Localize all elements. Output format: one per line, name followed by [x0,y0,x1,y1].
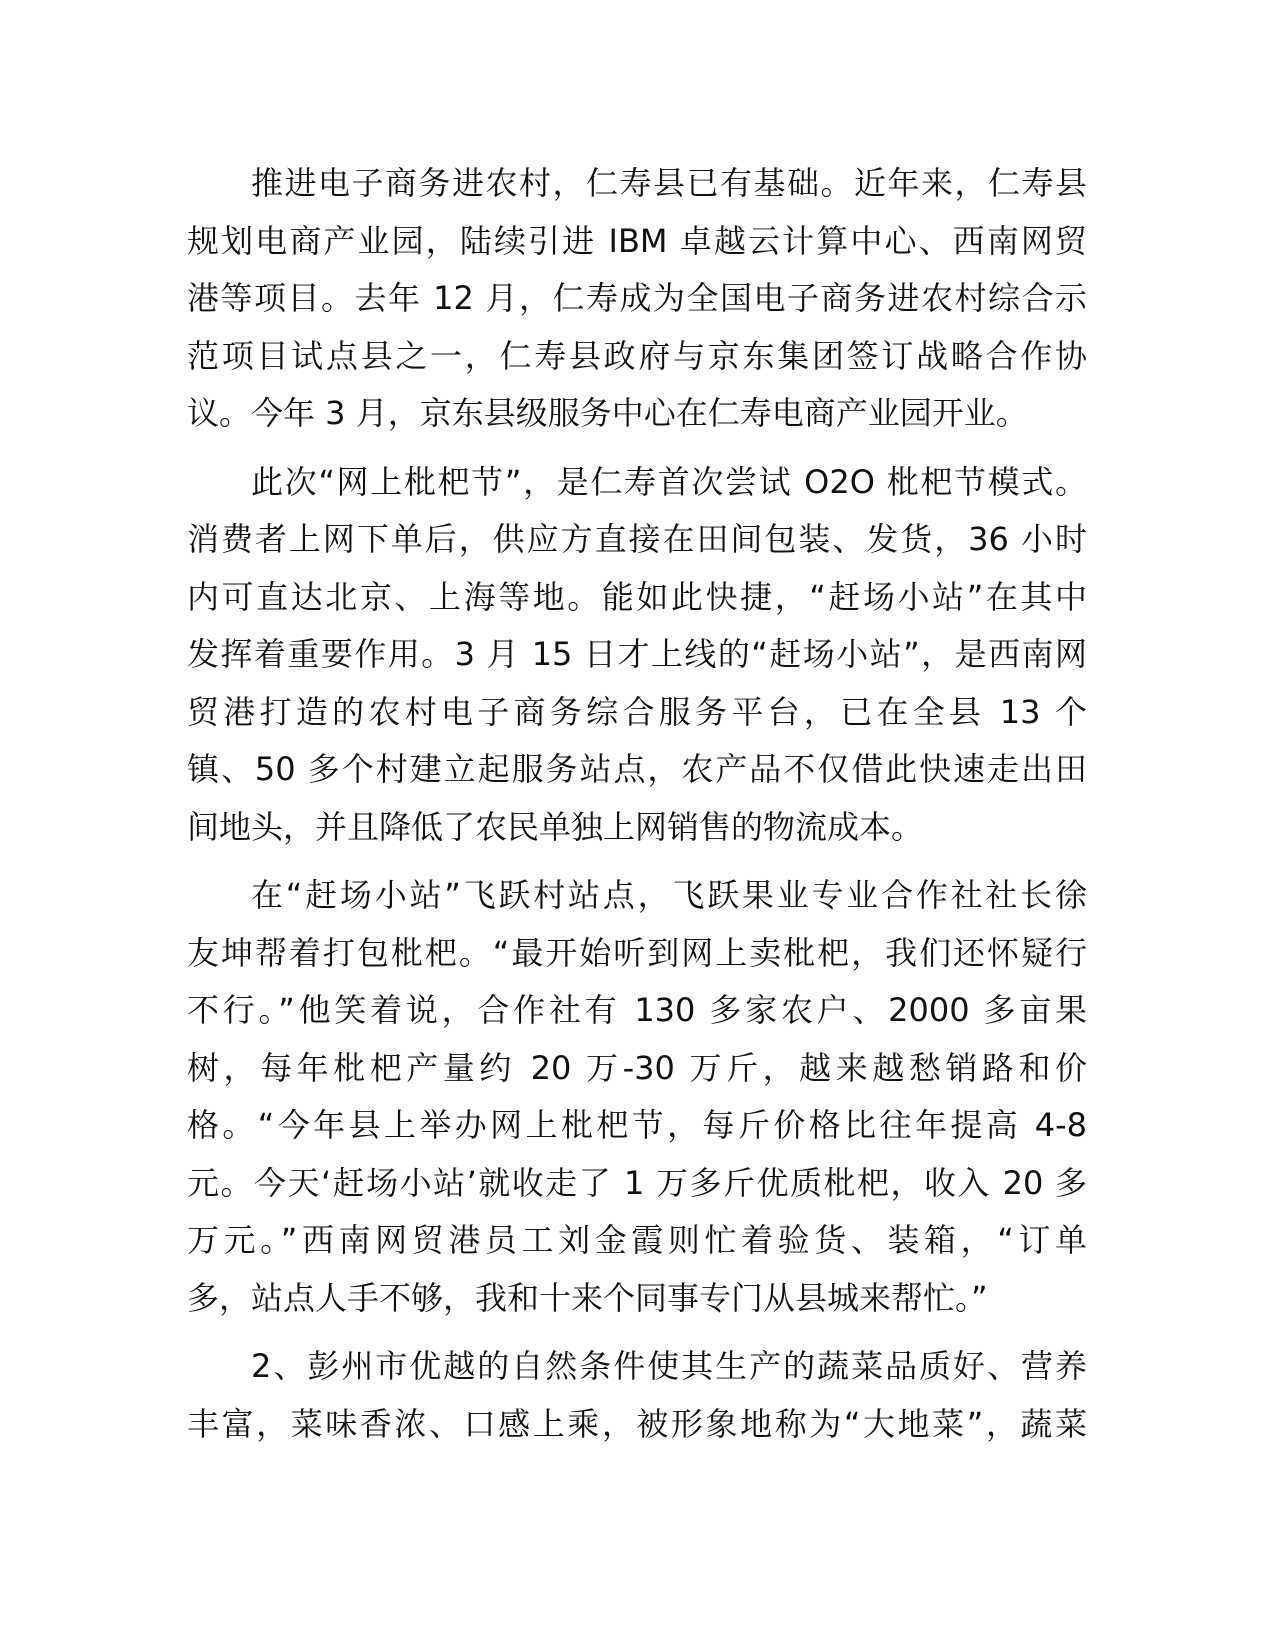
text-line: 多，站点人手不够，我和十来个同事专门从县城来帮忙。” [187,1278,988,1317]
text-line: 镇、50 多个村建立起服务站点，农产品不仅借此快速走出田 [187,750,1087,788]
paragraph-ecommerce-basis [187,155,1087,443]
text-line: 间地头，并且降低了农民单独上网销售的物流成本。 [187,807,924,846]
text-line: 贸港打造的农村电子商务综合服务平台，已在全县 13 个 [187,692,1087,731]
text-line: 树，每年枇杷产量约 20 万-30 万斤，越来越愁销路和价 [187,1048,1087,1087]
paragraph-spacer [187,443,1087,454]
text-line: 友坤帮着打包枇杷。“最开始听到网上卖枇杷，我们还怀疑行 [187,933,1087,972]
text-line: 议。今年 3 月，京东县级服务中心在仁寿电商产业园开业。 [187,394,1028,432]
text-line: 内可直达北京、上海等地。能如此快捷，“赶场小站”在其中 [187,577,1087,616]
text-line: 不行。”他笑着说，合作社有 130 多家农户、2000 多亩果 [187,991,1087,1029]
text-line: 在“赶场小站”飞跃村站点，飞跃果业专业合作社社长徐 [251,876,1087,914]
text-line: 规划电商产业园，陆续引进 IBM 卓越云计算中心、西南网贸 [187,221,1087,260]
text-line: 元。今天‘赶场小站’就收走了 1 万多斤优质枇杷，收入 20 多 [187,1163,1087,1202]
text-line: 此次“网上枇杷节”，是仁寿首次尝试 O2O 枇杷节模式。 [251,462,1087,501]
paragraph-feiyue-station [187,867,1087,1327]
paragraph-spacer [187,1327,1087,1338]
text-line: 发挥着重要作用。3 月 15 日才上线的“赶场小站”，是西南网 [187,635,1087,673]
text-line: 推进电子商务进农村，仁寿县已有基础。近年来，仁寿县 [251,164,1087,202]
text-line: 丰富，菜味香浓、口感上乘，被形象地称为“大地菜”，蔬菜 [187,1404,1087,1443]
text-line: 港等项目。去年 12 月，仁寿成为全国电子商务进农村综合示 [187,279,1087,317]
document-body [187,155,1087,1453]
paragraph-pengzhou-vegetables [187,1338,1087,1453]
text-line: 2、彭州市优越的自然条件使其生产的蔬菜品质好、营养 [251,1347,1087,1385]
paragraph-loquat-festival [187,454,1087,857]
text-line: 万元。”西南网贸港员工刘金霞则忙着验货、装箱，“订单 [187,1221,1087,1259]
text-line: 格。“今年县上举办网上枇杷节，每斤价格比往年提高 4-8 [187,1106,1087,1144]
text-line: 消费者上网下单后，供应方直接在田间包装、发货，36 小时 [187,520,1087,558]
text-line: 范项目试点县之一，仁寿县政府与京东集团签订战略合作协 [187,336,1087,375]
paragraph-spacer [187,856,1087,867]
